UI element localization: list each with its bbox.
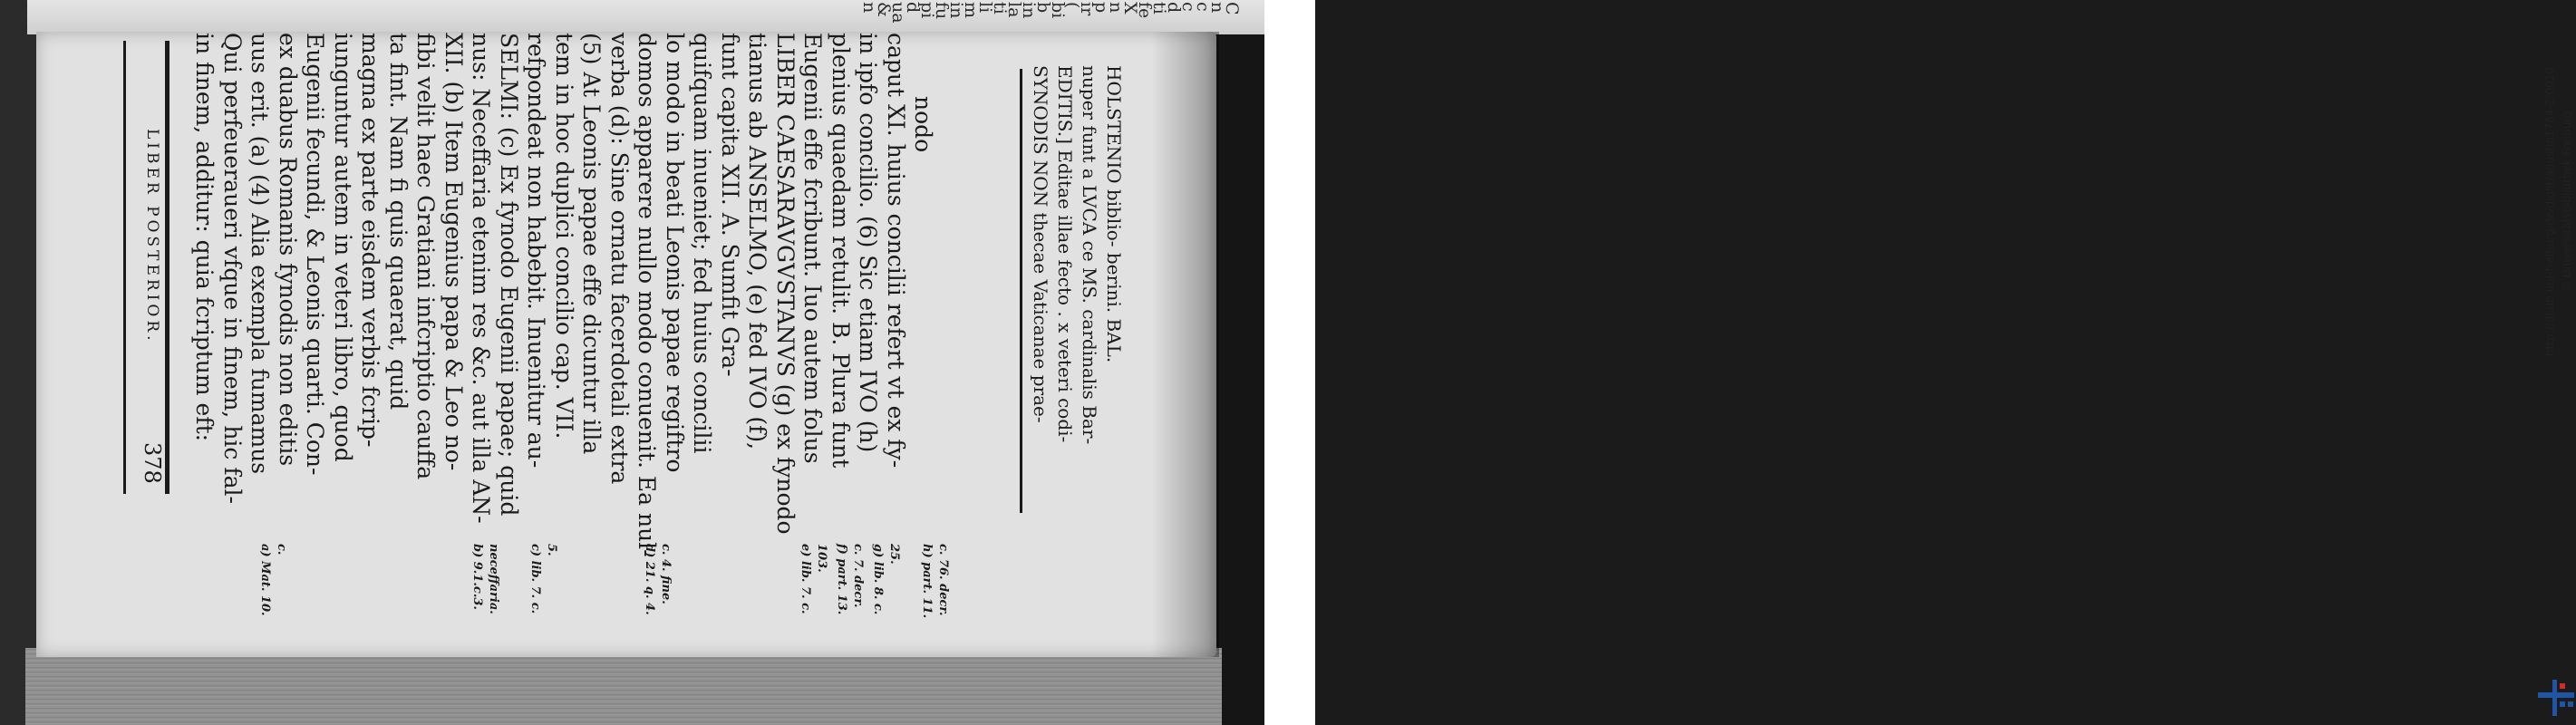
previous-page-fragment: bi xyxy=(1048,2,1068,19)
previous-page-fragment: la xyxy=(1004,2,1024,18)
copyright-credit: © Universitätsbibliothek Freiburg xyxy=(2561,111,2573,292)
previous-page-fragment: d xyxy=(1164,2,1184,14)
text-line: nodo xyxy=(910,96,936,153)
text-line: lo modo in beati Leonis papae regiftro xyxy=(661,33,688,473)
footnote-line: EDITIS.] Editae illae fecto . x veteri codi- xyxy=(1054,65,1076,443)
text-line: XII. (b) Item Eugenius papa & Leo no- xyxy=(440,33,467,471)
previous-page-fragment: n xyxy=(859,2,879,14)
margin-note: 25. xyxy=(887,544,901,565)
previous-page-fragment: C xyxy=(1222,2,1242,15)
text-line: fibi velit haec Gratiani infcriptio cauffa xyxy=(412,33,439,480)
text-line: refpondeat non habebit. Inuenitur au- xyxy=(523,33,549,469)
margin-note: neceffaria. xyxy=(487,544,500,614)
previous-page-fragment: c xyxy=(1193,2,1213,12)
margin-note: d) 21. q. 4. xyxy=(643,544,656,615)
text-line: Qui perfeueraueri vfque in finem, hic fal- xyxy=(218,33,246,504)
text-line: in finem, additur: quia fcriptum eft: xyxy=(191,33,218,442)
ub-freiburg-logo-icon xyxy=(2536,678,2576,718)
text-line: SELMI: (c) Ex fynodo Eugenii papae; quid xyxy=(495,33,522,517)
margin-note: g) lib. 8. c. xyxy=(871,544,885,615)
header-rule-thick xyxy=(165,41,169,494)
page-gutter-shadow xyxy=(1151,32,1219,657)
previous-page-fragment: n xyxy=(1106,2,1126,14)
source-url[interactable]: http://dl.ub.uni-freiburg.de/diglit/agustin1764-2/0010 xyxy=(2543,66,2556,356)
header-rule xyxy=(123,41,126,494)
previous-page-strip xyxy=(27,0,1264,34)
margin-note: a) Mat. 10. xyxy=(258,544,272,616)
previous-page-fragment: fe xyxy=(1135,2,1155,19)
footnote-line: HOLSTENIO biblio- berini. BAL. xyxy=(1103,65,1125,363)
previous-page-fragment: ua xyxy=(888,2,908,24)
viewer-sidebar xyxy=(1264,0,2573,725)
margin-note: 103. xyxy=(815,544,828,573)
previous-page-fragment: X xyxy=(1120,2,1140,14)
margin-note: c. xyxy=(275,544,288,556)
text-line: Eugenii fecundi, & Leonis quarti. Con- xyxy=(302,33,328,476)
page-fore-edge xyxy=(25,648,1222,725)
text-line: Eugenii effe fcribunt. Iuo autem folus xyxy=(799,33,826,464)
footnote-line: SYNODIS NON thecae Vaticanae prae- xyxy=(1030,65,1051,423)
text-line: tianus ab ANSELMO, (e) fed IVO (f), xyxy=(744,33,770,450)
scanned-book-image xyxy=(0,0,1264,725)
text-line: (5) At Leonis papae effe dicuntur illa xyxy=(578,33,605,455)
margin-note: f) part. 13. xyxy=(835,544,848,615)
text-line: magna ex parte eisdem verbis fcrip- xyxy=(357,33,383,448)
previous-page-fragment: d xyxy=(903,2,923,14)
running-head: LIBER POSTERIOR. xyxy=(143,129,161,344)
text-line: nus: Neceffaria etenim res &c. aut illa AN- xyxy=(468,33,494,524)
footnote-rule xyxy=(1020,69,1022,513)
margin-note: b) 9.1.c.3. xyxy=(470,544,484,610)
text-line: iunguntur autem in veteri libro, quod xyxy=(329,33,356,462)
previous-page-fragment: ti xyxy=(990,2,1010,14)
previous-page-fragment: ( xyxy=(1062,2,1082,9)
previous-page-fragment: pi xyxy=(917,2,937,19)
previous-page-fragment: in xyxy=(946,2,966,19)
margin-note: c. 4. fine. xyxy=(659,544,673,604)
text-line: domos apparere nullo modo conuenit. Ea nul- xyxy=(634,33,660,557)
margin-note: c. 7. decr. xyxy=(851,544,865,608)
margin-note: e) lib. 7. c. xyxy=(799,544,812,614)
text-line: quifquam inueniet; fed huius concilii xyxy=(689,33,715,454)
scan-background-right xyxy=(1215,0,1264,725)
text-line: funt capita XII. A. Sumfit Gra- xyxy=(716,33,743,377)
text-line: plenius quaedam retulit. B. Plura funt xyxy=(827,33,854,469)
previous-page-fragment: m xyxy=(961,2,981,19)
margin-note: h) part. 11. xyxy=(920,544,934,619)
text-line: caput XI. huius concilii refert vt ex fy- xyxy=(882,33,909,469)
previous-page-fragment: p xyxy=(1091,2,1111,14)
text-line: tem in hoc duplici concilio cap. VII. xyxy=(550,33,577,440)
previous-page-fragment: & xyxy=(874,2,894,17)
previous-page-fragment: n xyxy=(1207,2,1227,14)
text-line: in ipfo concilio. (6) Sic etiam IVO (h) xyxy=(855,33,881,453)
margin-note: c) lib. 7. c. xyxy=(528,544,542,614)
previous-page-fragment: ir xyxy=(1077,2,1097,16)
text-line: uus erit. (a) (4) Alia exempla fumamus xyxy=(247,33,273,475)
text-line: ta fint. Nam fi quis quaerat, quid xyxy=(384,33,412,411)
text-line: ex duabus Romanis fynodis non editis xyxy=(274,33,301,467)
previous-page-fragment: ti xyxy=(1149,2,1169,14)
text-line: verba (d): Sine ornatu facerdotali extra xyxy=(605,33,633,485)
previous-page-fragment: b xyxy=(1033,2,1053,14)
previous-page-fragment: li xyxy=(975,2,995,14)
footnote-line: nuper funt a LVCA ce MS. cardinalis Bar- xyxy=(1079,65,1100,445)
text-line: LIBER CAESARAVGVSTANVS (g) ex fynodo xyxy=(771,33,799,535)
margin-note: 5. xyxy=(545,544,558,556)
previous-page-fragment: fu xyxy=(932,2,952,20)
page-number: 378 xyxy=(140,442,165,484)
previous-page-fragment: c xyxy=(1178,2,1198,12)
previous-page-fragment: in xyxy=(1019,2,1039,19)
margin-note: c. 76. decr. xyxy=(936,544,950,616)
